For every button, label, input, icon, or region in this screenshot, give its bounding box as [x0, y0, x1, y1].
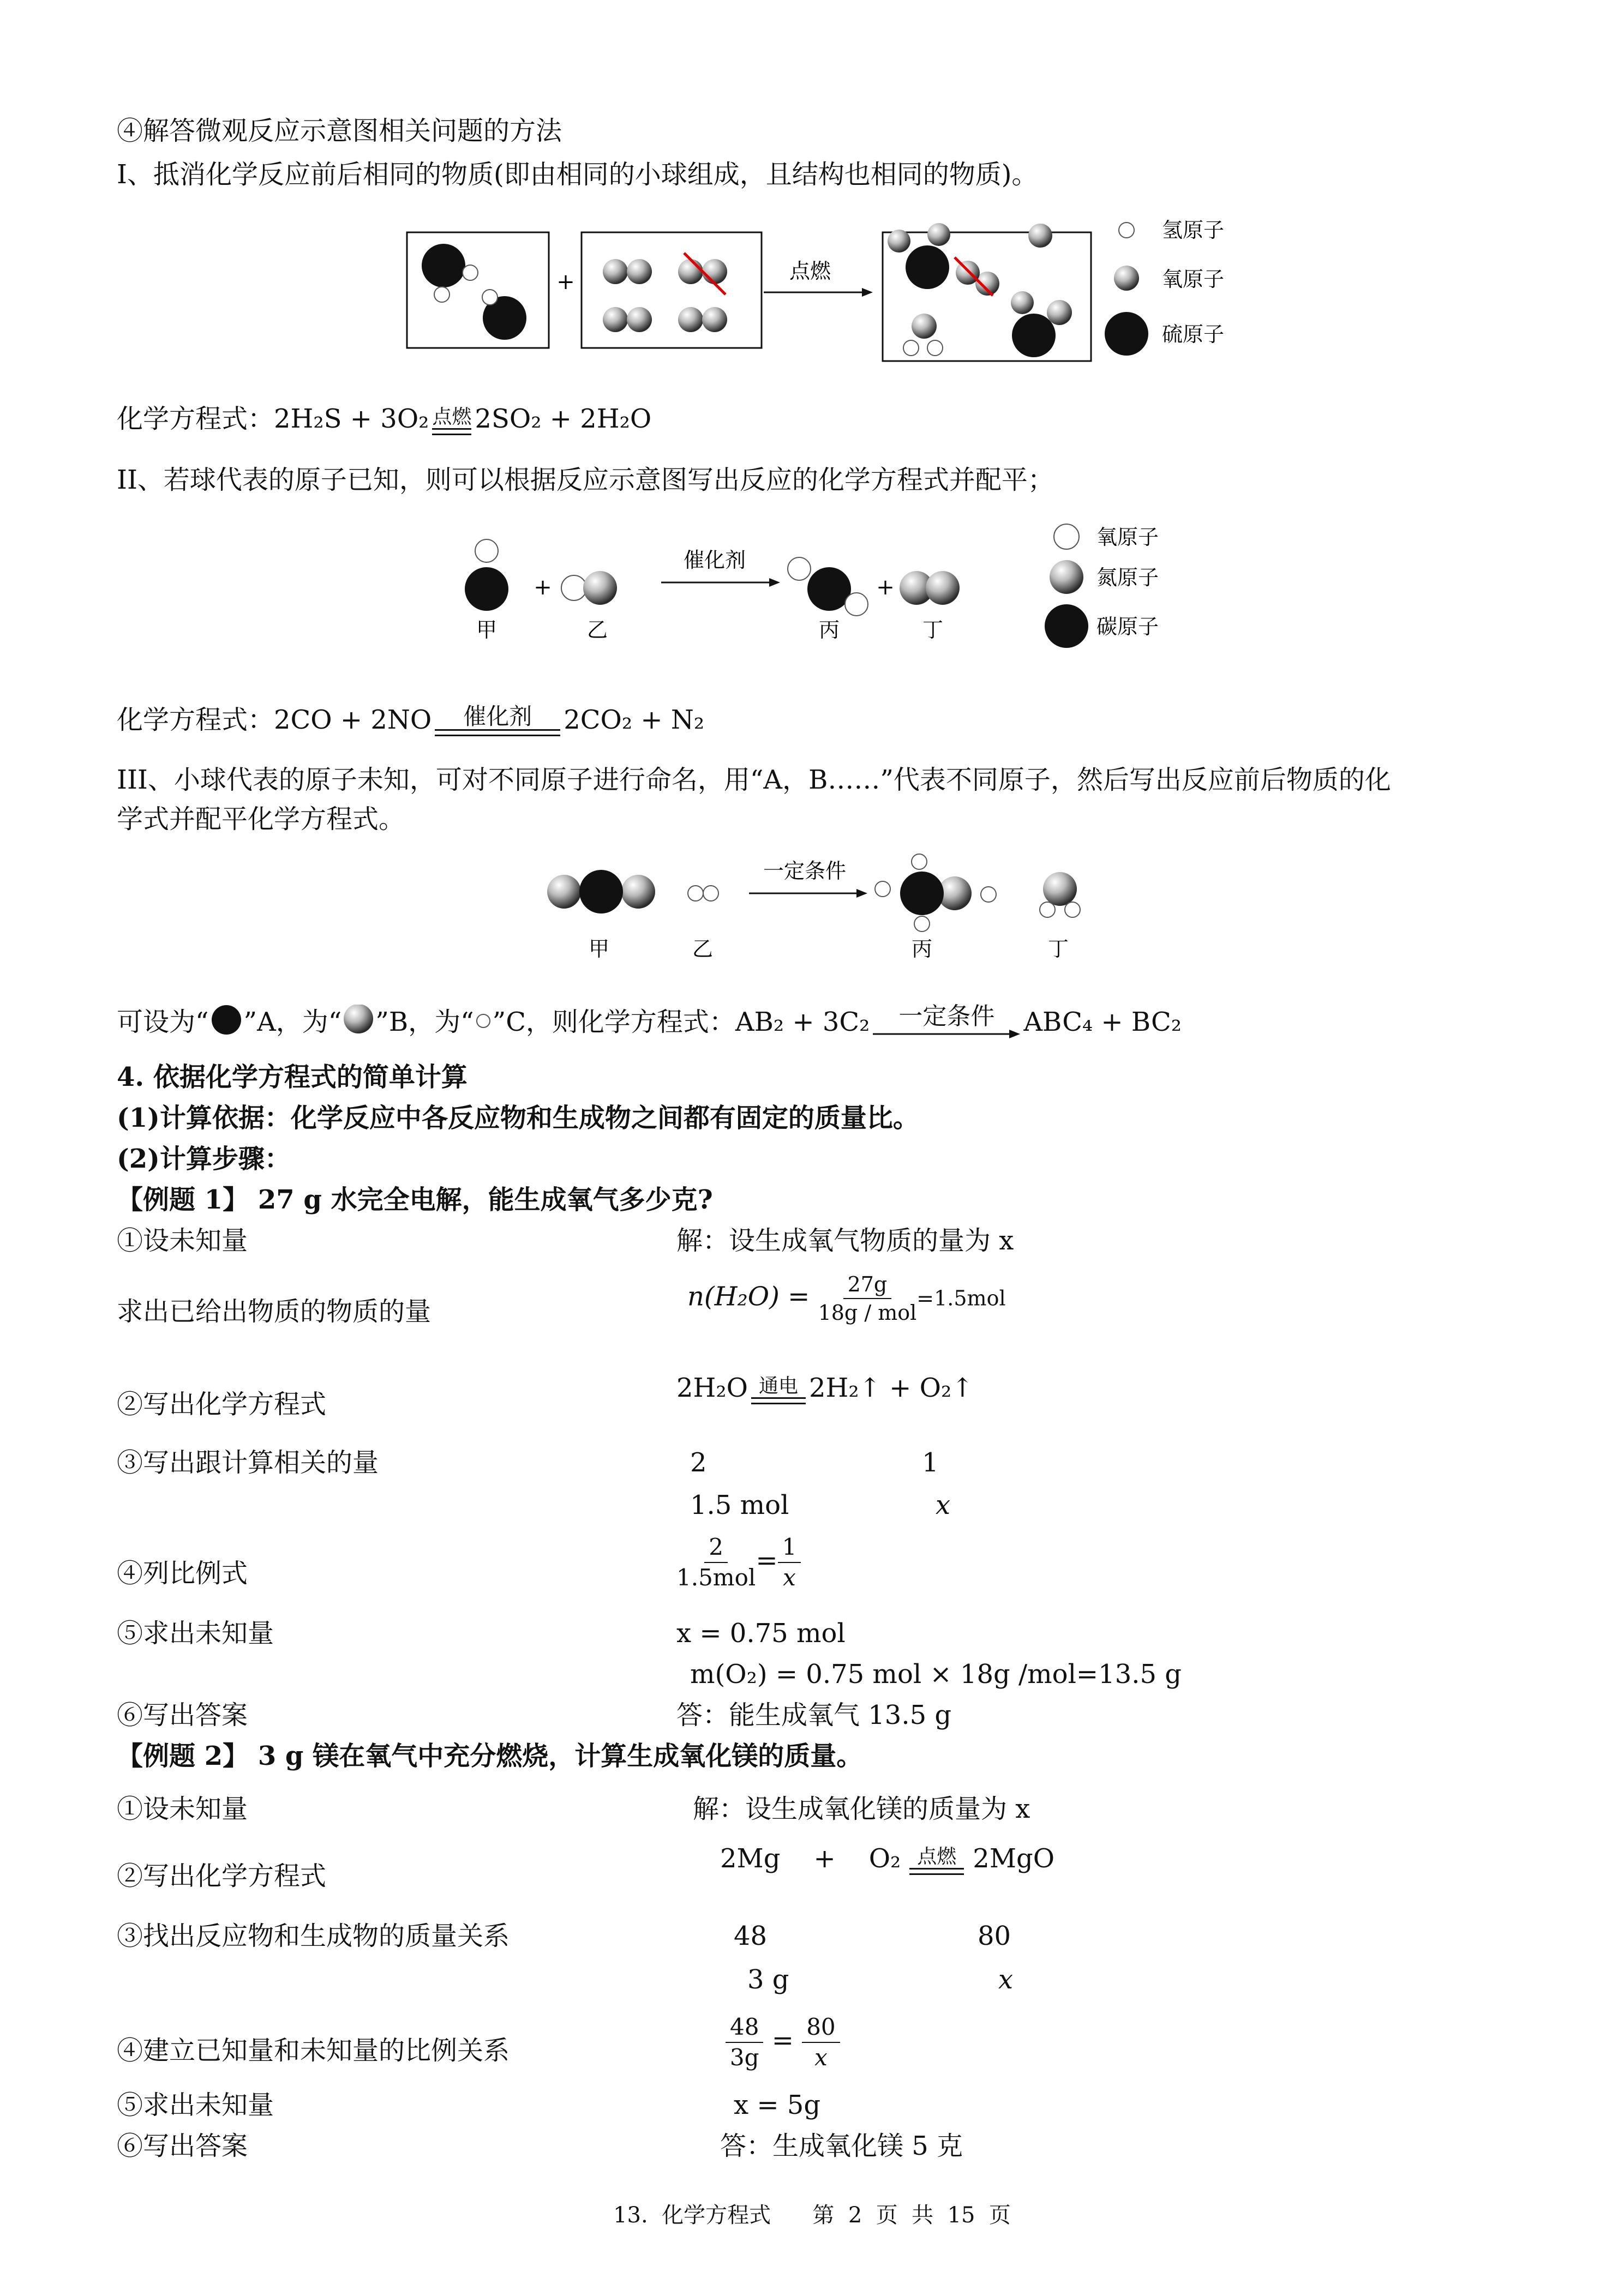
ex2-step-2: ②写出化学方程式 — [117, 1861, 327, 1891]
ex2-step-4: ④建立已知量和未知量的比例关系 — [117, 2035, 510, 2066]
equation-1: 化学方程式：2H₂S + 3O₂ 点燃 2SO₂ + 2H₂O — [117, 404, 652, 434]
ex1-answer-setup: 解：设生成氧气物质的量为 x — [676, 1225, 1014, 1256]
ex2-proportion: $\frac{48}{3g}$ = $\frac{80}{x}$ — [726, 2012, 840, 2072]
gray-ball-icon — [341, 1005, 375, 1035]
reaction-diagram-2 — [453, 518, 1206, 649]
svg-text:一定条件: 一定条件 — [763, 859, 847, 883]
ex2-step-3: ③找出反应物和生成物的质量关系 — [117, 1921, 510, 1951]
ex1-q4: x — [936, 1490, 951, 1520]
svg-text:丙: 丙 — [911, 937, 933, 961]
calc-basis: (1)计算依据：化学反应中各反应物和生成物之间都有固定的质量比。 — [117, 1103, 919, 1133]
svg-text:氧原子: 氧原子 — [1162, 267, 1225, 291]
svg-text:丙: 丙 — [818, 618, 840, 642]
svg-text:+: + — [876, 575, 895, 600]
ex1-q3: 1.5 mol — [690, 1490, 789, 1520]
ex1-equation: 2H₂O 通电 2H₂↑ + O₂↑ — [676, 1373, 974, 1403]
reaction-diagram-3 — [540, 851, 1086, 971]
equation-2: 化学方程式：2CO + 2NO 催化剂 2CO₂ + N₂ — [117, 703, 705, 735]
ex1-step-1b: 求出已给出物质的物质的量 — [117, 1296, 432, 1327]
svg-text:丁: 丁 — [922, 618, 944, 642]
ex2-equation: 2Mg + O₂ 点燃 2MgO — [720, 1843, 1055, 1874]
ex2-answer-setup: 解：设生成氧化镁的质量为 x — [693, 1794, 1030, 1824]
ex1-step-2: ②写出化学方程式 — [117, 1389, 327, 1420]
black-ball-icon — [209, 1005, 244, 1035]
svg-text:催化剂: 催化剂 — [683, 548, 746, 572]
arrow-label: 点燃 — [789, 259, 831, 283]
ex1-moles-calc: n(H₂O) = $\frac{27g}{\text{18g / mol}}$ =1.5mol — [687, 1271, 1006, 1326]
ex1-q1: 2 — [690, 1447, 707, 1478]
page-footer: 13. 化学方程式 第 2 页 共 15 页 — [613, 2203, 1011, 2228]
part3-text-1: III、小球代表的原子未知，可对不同原子进行命名，用“A，B……”代表不同原子，然后写出反应前后物质的化 — [117, 765, 1391, 795]
ex1-mass: m(O₂) = 0.75 mol × 18g /mol=13.5 g — [690, 1659, 1182, 1690]
reaction-diagram-1 — [404, 218, 1255, 382]
svg-text:乙: 乙 — [586, 618, 608, 642]
svg-text:甲: 甲 — [588, 937, 610, 961]
ex2-result: x = 5g — [734, 2090, 821, 2120]
part1-text: I、抵消化学反应前后相同的物质(即由相同的小球组成，且结构也相同的物质)。 — [117, 159, 1038, 190]
part3-text-2: 学式并配平化学方程式。 — [117, 804, 405, 834]
ex2-step-1: ①设未知量 — [117, 1794, 248, 1824]
ex1-result: x = 0.75 mol — [676, 1618, 846, 1649]
svg-text:乙: 乙 — [692, 937, 714, 961]
section-heading: ④解答微观反应示意图相关问题的方法 — [117, 116, 562, 146]
svg-text:氧原子: 氧原子 — [1096, 525, 1159, 549]
svg-text:碳原子: 碳原子 — [1096, 615, 1159, 639]
example-2-title: 【例题 2】 3 g 镁在氧气中充分燃烧，计算生成氧化镁的质量。 — [117, 1741, 863, 1771]
ex2-step-5: ⑤求出未知量 — [117, 2090, 274, 2120]
ex1-step-1: ①设未知量 — [117, 1225, 248, 1256]
svg-text:丁: 丁 — [1047, 937, 1069, 961]
ex2-q4: x — [998, 1964, 1014, 1995]
ex2-q3: 3 g — [747, 1964, 789, 1995]
ex1-q2: 1 — [922, 1447, 939, 1478]
ex2-answer: 答：生成氧化镁 5 克 — [720, 2131, 963, 2161]
ex2-q1: 48 — [734, 1921, 768, 1951]
ex1-answer: 答：能生成氧气 13.5 g — [676, 1700, 952, 1730]
ex2-q2: 80 — [978, 1921, 1011, 1951]
ex1-step-6: ⑥写出答案 — [117, 1700, 248, 1730]
svg-text:氮原子: 氮原子 — [1096, 566, 1159, 590]
example-1-title: 【例题 1】 27 g 水完全电解，能生成氧气多少克? — [117, 1185, 713, 1215]
svg-text:硫原子: 硫原子 — [1162, 322, 1225, 346]
calc-steps: (2)计算步骤： — [117, 1144, 291, 1174]
svg-text:氢原子: 氢原子 — [1162, 218, 1225, 242]
svg-text:甲: 甲 — [476, 618, 498, 642]
equation-3: 可设为“ ”A，为“ ”B，为“ ”C，则化学方程式：AB₂ + 3C₂ 一定条件 ABC₄ + BC₂ — [117, 1002, 1182, 1037]
part2-text: II、若球代表的原子已知，则可以根据反应示意图写出反应的化学方程式并配平； — [117, 465, 1054, 495]
svg-text:+: + — [556, 269, 575, 294]
white-ball-icon — [474, 1010, 493, 1032]
ex1-step-3: ③写出跟计算相关的量 — [117, 1447, 379, 1478]
svg-text:+: + — [534, 575, 552, 600]
ex1-proportion: $\frac{2}{\text{1.5mol}}$ = $\frac{1}{x}$ — [676, 1532, 801, 1592]
ex2-step-6: ⑥写出答案 — [117, 2131, 248, 2161]
calc-title: 4. 依据化学方程式的简单计算 — [117, 1062, 468, 1092]
ex1-step-4: ④列比例式 — [117, 1558, 248, 1589]
ex1-step-5: ⑤求出未知量 — [117, 1618, 274, 1649]
